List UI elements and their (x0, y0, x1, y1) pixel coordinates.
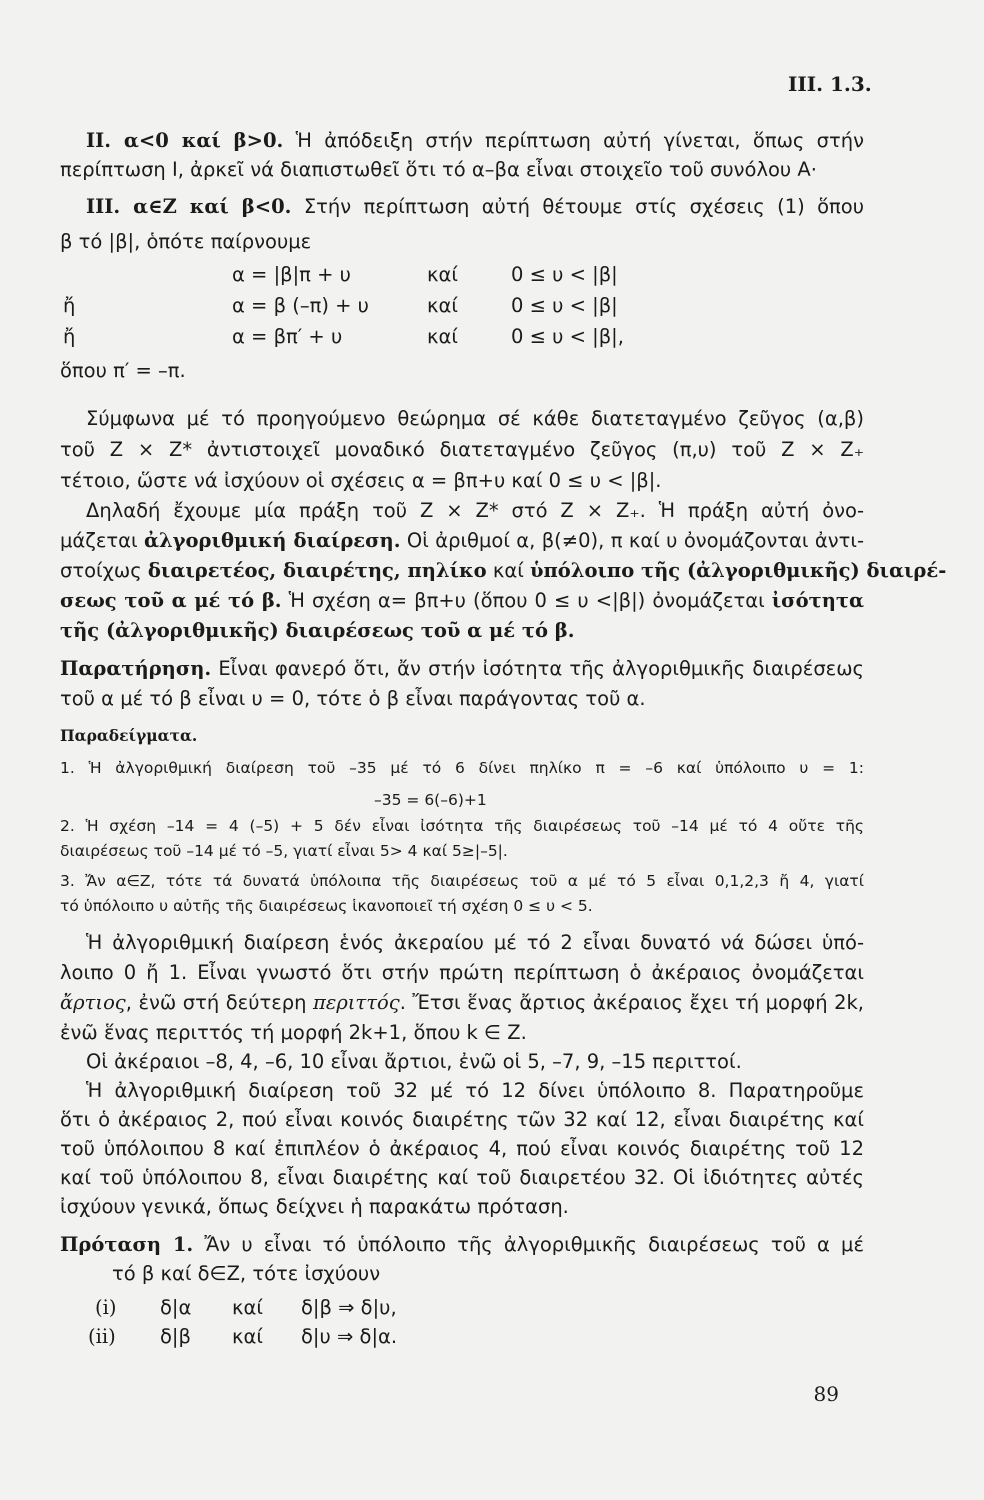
parity-line7: ὅτι ὁ ἀκέραιος 2, πού εἶναι κοινός διαιρέτης τῶν 32 καί 12, εἶναι διαιρέτης καί (60, 1108, 864, 1131)
example-3-line1: 3. Ἄν α∈Ζ, τότε τά δυνατά ὑπόλοιπα τῆς διαιρέσεως τοῦ α μέ τό 5 εἶναι 0,1,2,3 ἤ 4, γιατί (60, 872, 864, 890)
item-i-a: δ|α (160, 1296, 192, 1319)
theorem-line4: Δηλαδή ἔχουμε μία πράξη τοῦ Ζ × Ζ* στό Ζ × Ζ₊. Ἡ πράξη αὐτή ὀνο- (86, 499, 864, 522)
item-ii-conj: καί (232, 1325, 263, 1348)
theorem-line7: σεως τοῦ α μέ τό β. Ἡ σχέση α= βπ+υ (ὅπου 0 ≤ υ <|β|) ὀνομάζεται ἰσότητα (60, 589, 864, 612)
parity-line8: τοῦ ὑπόλοιπου 8 καί ἐπιπλέον ὁ ἀκέραιος 4, πού εἶναι κοινός διαιρέτης τοῦ 12 (60, 1137, 864, 1160)
parity-line2: λοιπο 0 ἤ 1. Εἶναι γνωστό ὅτι στήν πρώτη περίπτωση ὁ ἀκέραιος ὀνομάζεται (60, 961, 864, 984)
item-i-conj: καί (232, 1296, 263, 1319)
case2-label: ΙΙ. α<0 καί β>0. (86, 129, 284, 152)
case3-line2: β τό |β|, ὁπότε παίρνουμε (60, 230, 312, 253)
example-1: 1. Ἡ ἀλγοριθμική διαίρεση τοῦ –35 μέ τό 6 δίνει πηλίκο π = –6 καί ὑπόλοιπο υ = 1: (60, 759, 864, 777)
eq-row1-conj: καί (427, 263, 458, 286)
parity-line9: καί τοῦ ὑπόλοιπου 8, εἶναι διαιρέτης καί τοῦ διαιρετέου 32. Οἱ ἰδιότητες αὐτές (60, 1166, 864, 1189)
example-1-equation: –35 = 6(–6)+1 (374, 791, 487, 809)
eq-row1-rhs: 0 ≤ υ < |β| (511, 263, 618, 286)
item-i-number: (i) (95, 1296, 117, 1319)
parity-line3: ἄρτιος, ἐνῶ στή δεύτερη περιττός. Ἔτσι ἕνας ἄρτιος ἀκέραιος ἔχει τή μορφή 2k, (60, 991, 864, 1014)
eq-row3-conj: καί (427, 325, 458, 348)
eq-row2-lhs: α = β (–π) + υ (232, 294, 369, 317)
parity-line4: ἐνῶ ἕνας περιττός τή μορφή 2k+1, ὅπου k ∈ Ζ. (60, 1021, 527, 1044)
theorem-line1: Σύμφωνα μέ τό προηγούμενο θεώρημα σέ κάθε διατεταγμένο ζεῦγος (α,β) (86, 407, 864, 430)
case3-line1: ΙΙΙ. α∈Ζ καί β<0. Στήν περίπτωση αὐτή θέτουμε στίς σχέσεις (1) ὅπου (86, 195, 864, 218)
remark-line1: Παρατήρηση. Εἶναι φανερό ὅτι, ἄν στήν ἰσότητα τῆς ἀλγοριθμικῆς διαιρέσεως (60, 657, 864, 680)
remark-line2: τοῦ α μέ τό β εἶναι υ = 0, τότε ὁ β εἶναι παράγοντας τοῦ α. (60, 687, 646, 710)
running-header: ΙΙΙ. 1.3. (788, 72, 872, 96)
theorem-line6: στοίχως διαιρετέος, διαιρέτης, πηλίκο καί ὑπόλοιπο τῆς (ἀλγοριθμικῆς) διαιρέ- (60, 559, 947, 582)
remark-label: Παρατήρηση. (60, 657, 212, 680)
term-remainder: ὑπόλοιπο τῆς (ἀλγοριθμικῆς) διαιρέ- (530, 559, 947, 582)
term-algorithmic-division: ἀλγοριθμική διαίρεση. (144, 529, 401, 552)
case2-line2: περίπτωση Ι, ἀρκεῖ νά διαπιστωθεῖ ὅτι τό α–βα εἶναι στοιχεῖο τοῦ συνόλου Α· (60, 158, 817, 181)
eq-row1-lhs: α = |β|π + υ (232, 263, 351, 286)
item-i-b: δ|β ⇒ δ|υ, (301, 1296, 397, 1319)
term-even: ἄρτιος (60, 991, 126, 1014)
case3-where: ὅπου π′ = –π. (60, 359, 186, 382)
proposition-label: Πρόταση 1. (60, 1233, 194, 1256)
eq-row3-prefix: ἤ (63, 325, 76, 348)
eq-row2-prefix: ἤ (63, 294, 76, 317)
eq-row2-rhs: 0 ≤ υ < |β| (511, 294, 618, 317)
item-ii-number: (ii) (88, 1325, 116, 1348)
theorem-line2: τοῦ Ζ × Ζ* ἀντιστοιχεῖ μοναδικό διατεταγμένο ζεῦγος (π,υ) τοῦ Ζ × Ζ₊ (60, 438, 864, 461)
examples-heading: Παραδείγματα. (60, 726, 198, 745)
item-ii-b: δ|υ ⇒ δ|α. (301, 1325, 398, 1348)
example-3-line2: τό ὑπόλοιπο υ αὐτῆς τῆς διαιρέσεως ἱκανοποιεῖ τή σχέση 0 ≤ υ < 5. (60, 897, 593, 915)
example-2-line1: 2. Ἡ σχέση –14 = 4 (–5) + 5 δέν εἶναι ἰσότητα τῆς διαιρέσεως τοῦ –14 μέ τό 4 οὔτε τῆς (60, 817, 864, 835)
theorem-line8: τῆς (ἀλγοριθμικῆς) διαιρέσεως τοῦ α μέ τό β. (60, 619, 575, 642)
term-equality: ἰσότητα (771, 589, 864, 612)
term-dividend-divisor-quotient: διαιρετέος, διαιρέτης, πηλίκο (147, 559, 487, 582)
proposition-line1: Πρόταση 1. Ἄν υ εἶναι τό ὑπόλοιπο τῆς ἀλγοριθμικῆς διαιρέσεως τοῦ α μέ (60, 1233, 864, 1256)
case2-line1: ΙΙ. α<0 καί β>0. Ἡ ἀπόδειξη στήν περίπτωση αὐτή γίνεται, ὅπως στήν (86, 129, 865, 152)
parity-line6: Ἡ ἀλγοριθμική διαίρεση τοῦ 32 μέ τό 12 δίνει ὑπόλοιπο 8. Παρατηροῦμε (86, 1079, 864, 1102)
eq-row3-rhs: 0 ≤ υ < |β|, (511, 325, 624, 348)
eq-row2-conj: καί (427, 294, 458, 317)
parity-line1: Ἡ ἀλγοριθμική διαίρεση ἑνός ἀκεραίου μέ τό 2 εἶναι δυνατό νά δώσει ὑπό- (86, 931, 864, 954)
eq-row3-lhs: α = βπ′ + υ (232, 325, 343, 348)
theorem-line5: μάζεται ἀλγοριθμική διαίρεση. Οἱ ἀριθμοί α, β(≠0), π καί υ ὀνομάζονται ἀντι- (60, 529, 864, 552)
parity-line10: ἰσχύουν γενικά, ὅπως δείχνει ἡ παρακάτω πρόταση. (60, 1195, 569, 1218)
parity-line5: Οἱ ἀκέραιοι –8, 4, –6, 10 εἶναι ἄρτιοι, ἐνῶ οἱ 5, –7, 9, –15 περιττοί. (86, 1050, 742, 1073)
item-ii-a: δ|β (160, 1325, 191, 1348)
proposition-line2: τό β καί δ∈Ζ, τότε ἰσχύουν (112, 1262, 381, 1285)
example-2-line2: διαιρέσεως τοῦ –14 μέ τό –5, γιατί εἶναι 5> 4 καί 5≥|–5|. (60, 842, 508, 860)
case3-label: ΙΙΙ. α∈Ζ καί β<0. (86, 195, 292, 218)
page-number: 89 (813, 1382, 839, 1406)
theorem-line3: τέτοιο, ὥστε νά ἰσχύουν οἱ σχέσεις α = βπ+υ καί 0 ≤ υ < |β|. (60, 469, 662, 492)
term-odd: περιττός (313, 991, 400, 1014)
